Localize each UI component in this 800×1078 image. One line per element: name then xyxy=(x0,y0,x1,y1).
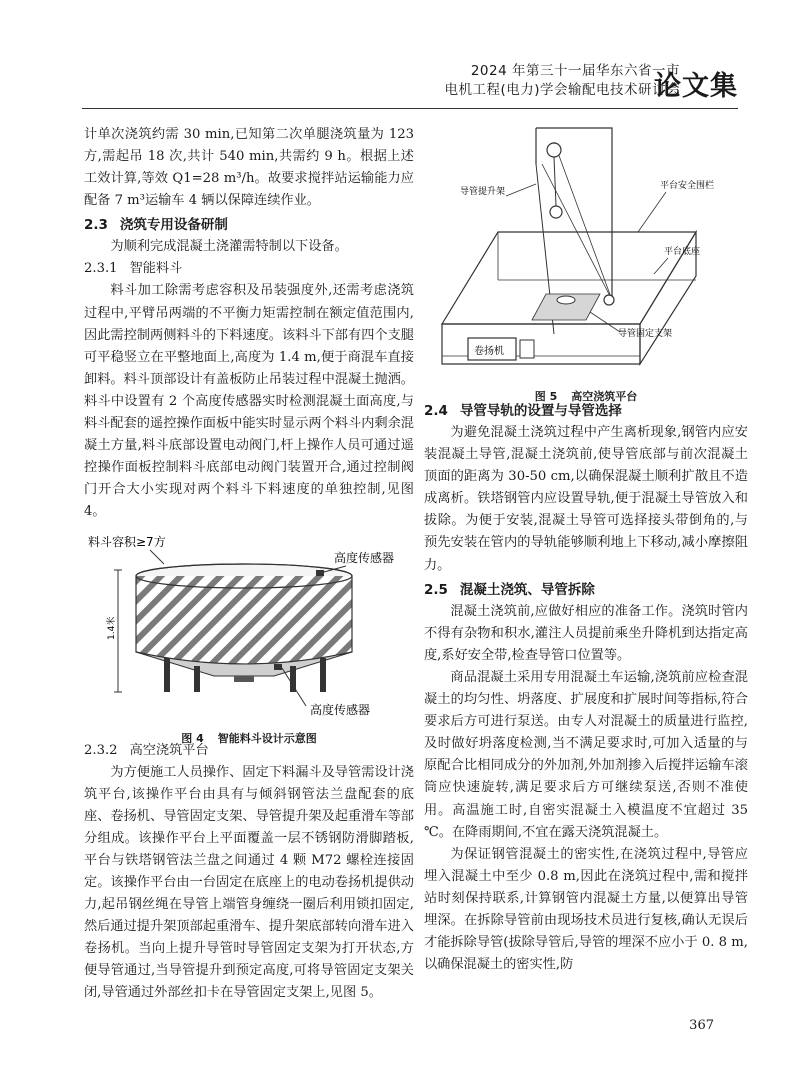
section-title: 浇筑专用设备研制 xyxy=(119,217,228,234)
height-dimension-label: 1.4米 xyxy=(107,616,117,640)
section-title: 混凝土浇筑、导管拆除 xyxy=(459,581,595,598)
header-proceedings: 论文集 xyxy=(654,71,738,102)
turning-pulley-icon xyxy=(604,295,614,305)
sensor-label-top: 高度传感器 xyxy=(334,550,395,565)
hopper-leg xyxy=(320,658,326,692)
figure-5 xyxy=(424,124,748,404)
section-title: 智能料斗 xyxy=(129,261,183,277)
section-2-3-paragraph: 为顺利完成混凝土浇灌需特制以下设备。 xyxy=(110,239,348,255)
capacity-label: 料斗容积≥7方 xyxy=(88,534,166,549)
section-2-5-paragraph-3: 为保证钢管混凝土的密实性,在浇筑过程中,导管应埋入混凝土中至少 0.8 m,因此在浇筑过程中,需和搅拌站时刻保持联系,计算钢管内混凝土方量,以便算出导管埋深。在拆除导管前由现场技术员进行复核,确认无误后才能拆除导管(拔除导管后,导管的埋深不应小于 0. 8 m,以确保混凝土的密实性,防 xyxy=(424,846,748,973)
caption-number: 图 4 xyxy=(181,731,204,745)
top-height-sensor xyxy=(316,570,324,576)
safety-rail-label: 平台安全围栏 xyxy=(660,181,715,191)
right-column xyxy=(424,124,748,976)
section-2-3-heading xyxy=(84,214,414,236)
hopper-body xyxy=(136,576,352,664)
winch-label: 卷扬机 xyxy=(474,346,504,357)
header-rule xyxy=(82,108,738,109)
hook-pulley-icon xyxy=(550,206,562,218)
section-2-4-paragraph: 为避免混凝土浇筑过程中产生离析现象,钢管内应安装混凝土导管,混凝土浇筑前,使导管底部与前次混凝土顶面的距离为 30-50 cm,以确保混凝土顺利扩散且不造成离析。铁塔钢管内应设置导轨,便于混凝土导管放入和拔除。为便于安装,混凝土导管可选择接头带倒角的,与预先安装在管内的导轨能够顺利地上下移动,减小摩擦阻力。 xyxy=(424,425,748,573)
section-2-5-paragraph-1: 混凝土浇筑前,应做好相应的准备工作。浇筑时管内不得有杂物和积水,灌注人员提前乘坐升降机到达指定高度,系好安全带,检查导管口位置等。 xyxy=(424,603,748,663)
section-number: 2.4 xyxy=(424,403,448,419)
header-line-2: 电机工程(电力)学会输配电技术研讨会 xyxy=(444,82,680,98)
section-title: 高空浇筑平台 xyxy=(129,742,209,758)
platform-base-label: 平台底座 xyxy=(664,247,701,257)
section-2-3-1-paragraph: 料斗加工除需考虑容积及吊装强度外,还需考虑浇筑过程中,平臂吊两端的不平衡力矩需控制在额定值范围内,因此需控制两侧料斗的下料速度。该料斗下部有四个支腿可平稳竖立在平整地面上,高度为 1.4 m,便于商混车直接卸料。料斗顶部设计有盖板防止吊装过程中混凝土抛洒。料斗中设置有 2 个高度传感器实时检测混凝土面高度,与料斗配套的遥控操作面板中能实时显示两个料斗内剩余混凝土方量,料斗底部设置电动阀门,杆上操作人员可通过遥控操作面板控制料斗底部电动阀门装置开合,通过控制阀门开合大小实现对两个料斗下料速度的单独控制,见图 4。 xyxy=(84,283,414,520)
section-number: 2.5 xyxy=(424,581,448,598)
figure-5-caption xyxy=(424,388,748,406)
electric-valve xyxy=(234,676,254,682)
figure-4-caption xyxy=(84,730,414,748)
section-2-3-2-paragraph: 为方便施工人员操作、固定下料漏斗及导管需设计浇筑平台,该操作平台由具有与倾斜钢管法兰盘配套的底座、卷扬机、导管固定支架、导管提升架及起重滑车等部分组成。该操作平台上平面覆盖一层不锈钢防滑脚踏板,平台与铁塔钢管法兰盘之间通过 4 颗 M72 螺栓连接固定。该操作平台由一台固定在底座上的电动卷扬机提供动力,起吊钢丝绳在导管上端管身缠绕一圈后利用锁扣固定,然后通过提升架顶部起重滑车、提升架底部转向滑车进入卷扬机。当向上提升导管时导管固定支架为打开状态,方便导管通过,当导管提升到预定高度,可将导管固定支架关闭,导管通过外部丝扣卡在导管固定支架上,见图 5。 xyxy=(84,764,414,1001)
section-number: 2.3 xyxy=(84,217,108,234)
section-title: 导管导轨的设置与导管选择 xyxy=(459,403,622,419)
header-line-1: 2024 年第三十一届华东六省一市 xyxy=(470,63,680,79)
left-column xyxy=(84,124,414,1005)
platform-diagram xyxy=(424,124,748,380)
hopper-leg xyxy=(164,658,170,692)
smart-hopper-diagram xyxy=(84,530,414,722)
section-2-5-paragraph-2: 商品混凝土采用专用混凝土车运输,浇筑前应检查混凝土的均匀性、坍落度、扩展度和扩展时间等指标,符合要求后方可进行泵送。由专人对混凝土的质量进行监控,及时做好坍落度检测,当不满足要求时,可加入适量的与原配合比相同成分的外加剂,外加剂掺入后搅拌运输车滚筒应快速旋转,满足要求后方可继续泵送,否则不准使用。高温施工时,自密实混凝土入模温度不宜超过 35 ℃。在降雨期间,不宜在露天浇筑混凝土。 xyxy=(424,669,748,840)
caption-text: 智能料斗设计示意图 xyxy=(217,731,317,745)
crane-pulley-icon xyxy=(547,143,561,157)
section-2-5-heading xyxy=(424,579,748,601)
fixing-bracket-label: 导管固定支架 xyxy=(618,329,673,339)
figure-4 xyxy=(84,530,414,745)
caption-number: 图 5 xyxy=(534,390,558,404)
section-2-3-1-heading xyxy=(84,258,414,280)
section-number: 2.3.1 xyxy=(84,261,118,277)
page-number: 367 xyxy=(689,1018,714,1033)
lift-frame-label: 导管提升架 xyxy=(460,187,506,197)
winch-motor-icon xyxy=(520,340,534,358)
sensor-label-bottom: 高度传感器 xyxy=(310,702,371,717)
caption-text: 高空浇筑平台 xyxy=(571,390,638,404)
running-header xyxy=(340,62,740,106)
bottom-height-sensor xyxy=(274,664,282,670)
hopper-leg xyxy=(194,666,200,692)
section-number: 2.3.2 xyxy=(84,742,118,758)
header-conference xyxy=(444,62,680,100)
intro-paragraph: 计单次浇筑约需 30 min,已知第二次单腿浇筑量为 123 方,需起吊 18 次,共计 540 min,共需约 9 h。根据上述工效计算,等效 Q1=28 m³/h。故要求搅拌站运输能力应配备 7 m³运输车 4 辆以保障连续作业。 xyxy=(84,127,414,209)
